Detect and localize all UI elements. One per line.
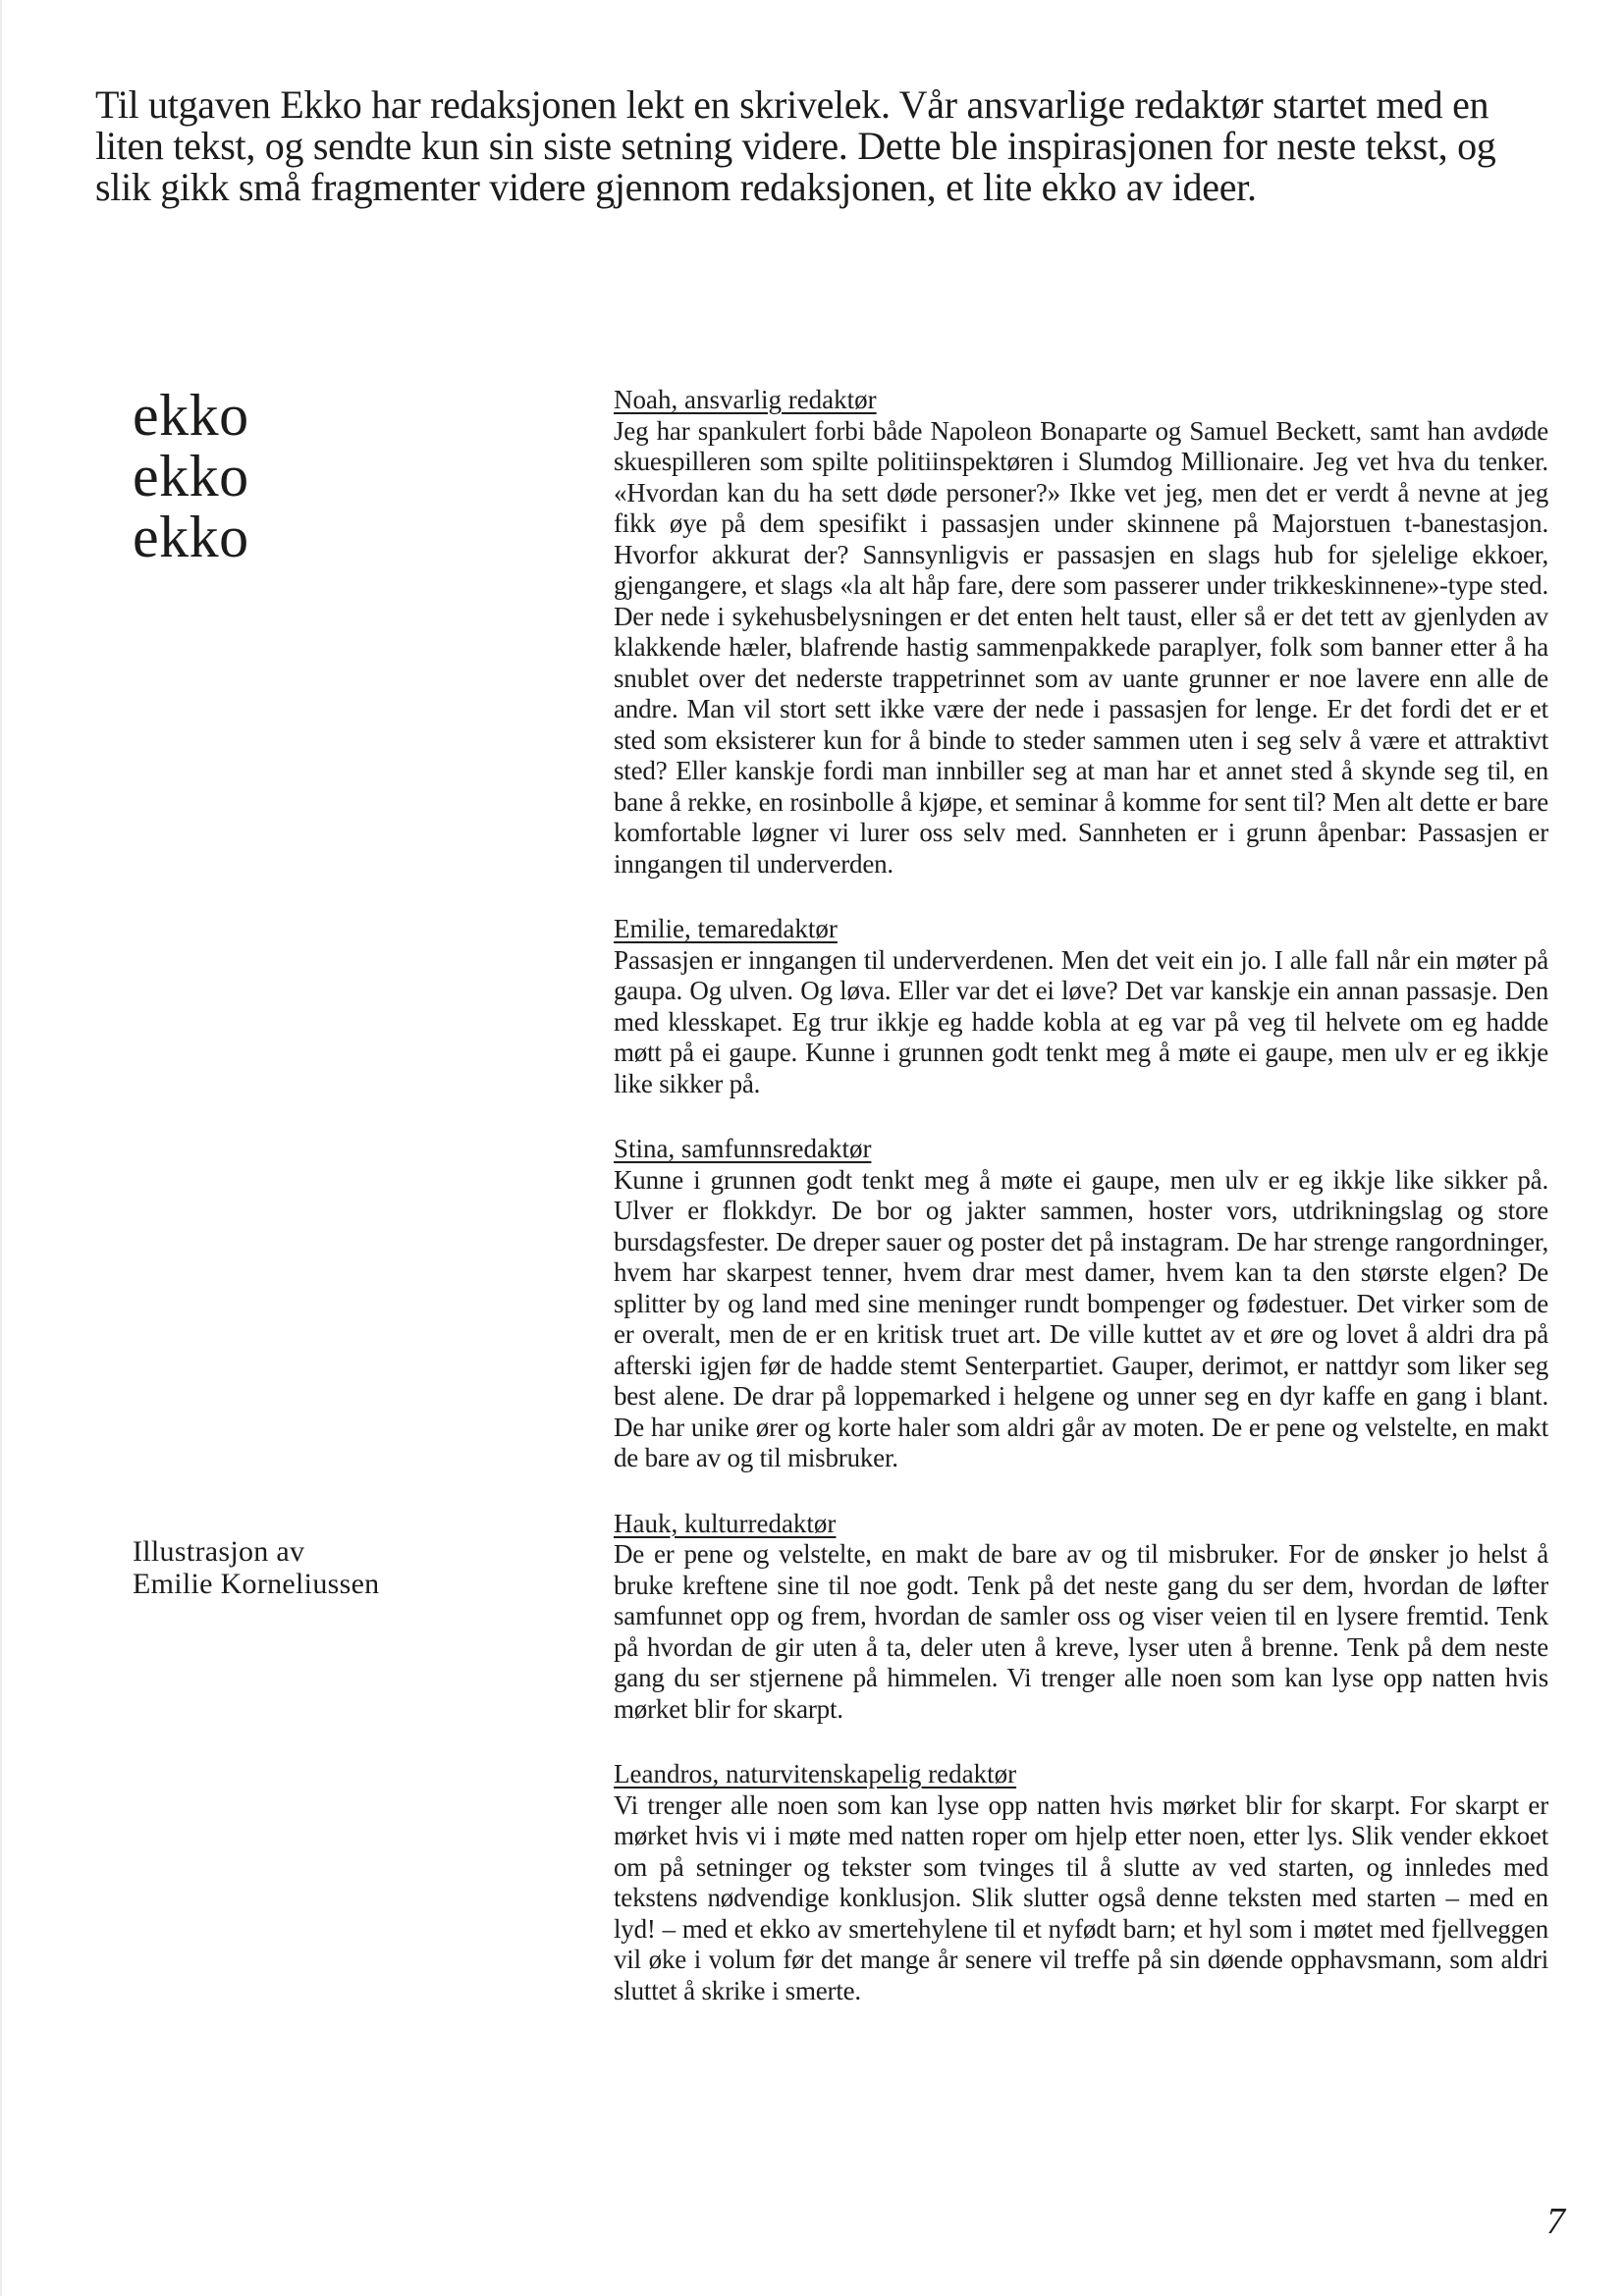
editor-section-noah <box>614 385 1548 880</box>
section-body-emilie: Passasjen er inngangen til underverdenen. Men det veit ein jo. I alle fall når ein møter på gaupa. Og ulven. Og løva. Eller var det ei løve? Det var kanskje ein annan passasje. Den med klesskapet. Eg trur ikkje eg hadde kobla at eg var på veg til helvete om eg hadde møtt på ei gaupe. Kunne i grunnen godt tenkt meg å møte ei gaupe, men ulv er eg ikkje like sikker på. <box>614 944 1548 1098</box>
editor-section-hauk <box>614 1509 1548 1726</box>
section-header-noah: Noah, ansvarlig redaktør <box>614 385 877 414</box>
illustration-credit <box>133 1535 380 1600</box>
editor-section-emilie <box>614 914 1548 1099</box>
echo-word-3: ekko <box>133 505 249 569</box>
echo-word-1: ekko <box>133 383 249 448</box>
editor-column <box>614 385 1548 2041</box>
echo-word-2: ekko <box>133 444 249 508</box>
section-body-noah: Jeg har spankulert forbi både Napoleon Bonaparte og Samuel Beckett, samt han avdøde skuespilleren som spilte politiinspektøren i Slumdog Millionaire. Jeg vet hva du tenker. «Hvordan kan du ha sett døde personer?» Ikke vet jeg, men det er verdt å nevne at jeg fikk øye på dem spesifikt i passasjen under skinnene på Majorstuen t-banestasjon. Hvorfor akkurat der? Sannsynligvis er passasjen en slags hub for sjelelige ekkoer, gjengangere, et slags «la alt håp fare, dere som passerer under trikkeskinnene»-type sted. Der nede i sykehusbelysningen er det enten helt taust, eller så er det tett av gjenlyden av klakkende hæler, blafrende hastig sammenpakkede paraplyer, folk som banner etter å ha snublet over det nederste trappetrinnet som av uante grunner er noe lavere enn alle de andre. Man vil stort sett ikke være der nede i passasjen for lenge. Er det fordi det er et sted som eksisterer kun for å binde to steder sammen uten i seg selv å være et attraktivt sted? Eller kanskje fordi man innbiller seg at man har et annet sted å skynde seg til, en bane å rekke, en rosinbolle å kjøpe, et seminar å komme for sent til? Men alt dette er bare komfortable løgner vi lurer oss selv med. Sannheten er i grunn åpenbar: Passasjen er inngangen til underverden. <box>614 415 1548 879</box>
echo-wordmark <box>133 385 249 567</box>
section-body-hauk: De er pene og velstelte, en makt de bare av og til misbruker. For de ønsker jo helst å bruke kreftene sine til noe godt. Tenk på det neste gang du ser dem, hvordan de løfter samfunnet opp og frem, hvordan de samler oss og viser veien til en lysere fremtid. Tenk på hvordan de gir uten å ta, deler uten å kreve, lyser uten å brenne. Tenk på dem neste gang du ser stjernene på himmelen. Vi trenger alle noen som kan lyse opp natten hvis mørket blir for skarpt. <box>614 1539 1548 1724</box>
section-header-stina: Stina, samfunnsredaktør <box>614 1134 872 1163</box>
page-number: 7 <box>1546 2201 1565 2242</box>
editor-section-stina <box>614 1134 1548 1474</box>
illustration-credit-line1: Illustrasjon av <box>133 1535 305 1568</box>
section-header-leandros: Leandros, naturvitenskapelig redaktør <box>614 1759 1017 1789</box>
editor-section-leandros <box>614 1759 1548 2006</box>
illustration-credit-line2: Emilie Korneliussen <box>133 1568 380 1600</box>
section-header-emilie: Emilie, temaredaktør <box>614 914 838 943</box>
page-edge-line <box>0 0 2 2296</box>
intro-paragraph: Til utgaven Ekko har redaksjonen lekt en skrivelek. Vår ansvarlige redaktør startet med en liten tekst, og sendte kun sin siste setning videre. Dette ble inspirasjonen for neste tekst, og slik gikk små fragmenter videre gjennom redaksjonen, et lite ekko av ideer. <box>95 82 1496 209</box>
section-header-hauk: Hauk, kulturredaktør <box>614 1508 837 1538</box>
section-body-leandros: Vi trenger alle noen som kan lyse opp natten hvis mørket blir for skarpt. For skarpt er mørket hvis vi i møte med natten roper om hjelp etter noen, etter lys. Slik vender ekkoet om på setninger og tekster som tvinges til å slutte av ved starten, og innledes med tekstens nødvendige konklusjon. Slik slutter også denne teksten med starten – med en lyd! – med et ekko av smertehylene til et nyfødt barn; et hyl som i møtet med fjellveggen vil øke i volum før det mange år senere vil treffe på sin døende opphavsmann, som aldri sluttet å skrike i smerte. <box>614 1789 1548 2005</box>
section-body-stina: Kunne i grunnen godt tenkt meg å møte ei gaupe, men ulv er eg ikkje like sikker på. Ulver er flokkdyr. De bor og jakter sammen, hoster vors, utdrikningslag og store bursdagsfester. De dreper sauer og poster det på instagram. De har strenge rangordninger, hvem har skarpest tenner, hvem drar mest damer, hvem kan ta den største elgen? De splitter by og land med sine meninger rundt bompenger og fødestuer. Det virker som de er overalt, men de er en kritisk truet art. De ville kuttet av et øre og lovet å aldri dra på afterski igjen før de hadde stemt Senterpartiet. Gauper, derimot, er nattdyr som liker seg best alene. De drar på loppemarked i helgene og unner seg en dyr kaffe en gang i blant. De har unike ører og korte haler som aldri går av moten. De er pene og velstelte, en makt de bare av og til misbruker. <box>614 1164 1548 1472</box>
